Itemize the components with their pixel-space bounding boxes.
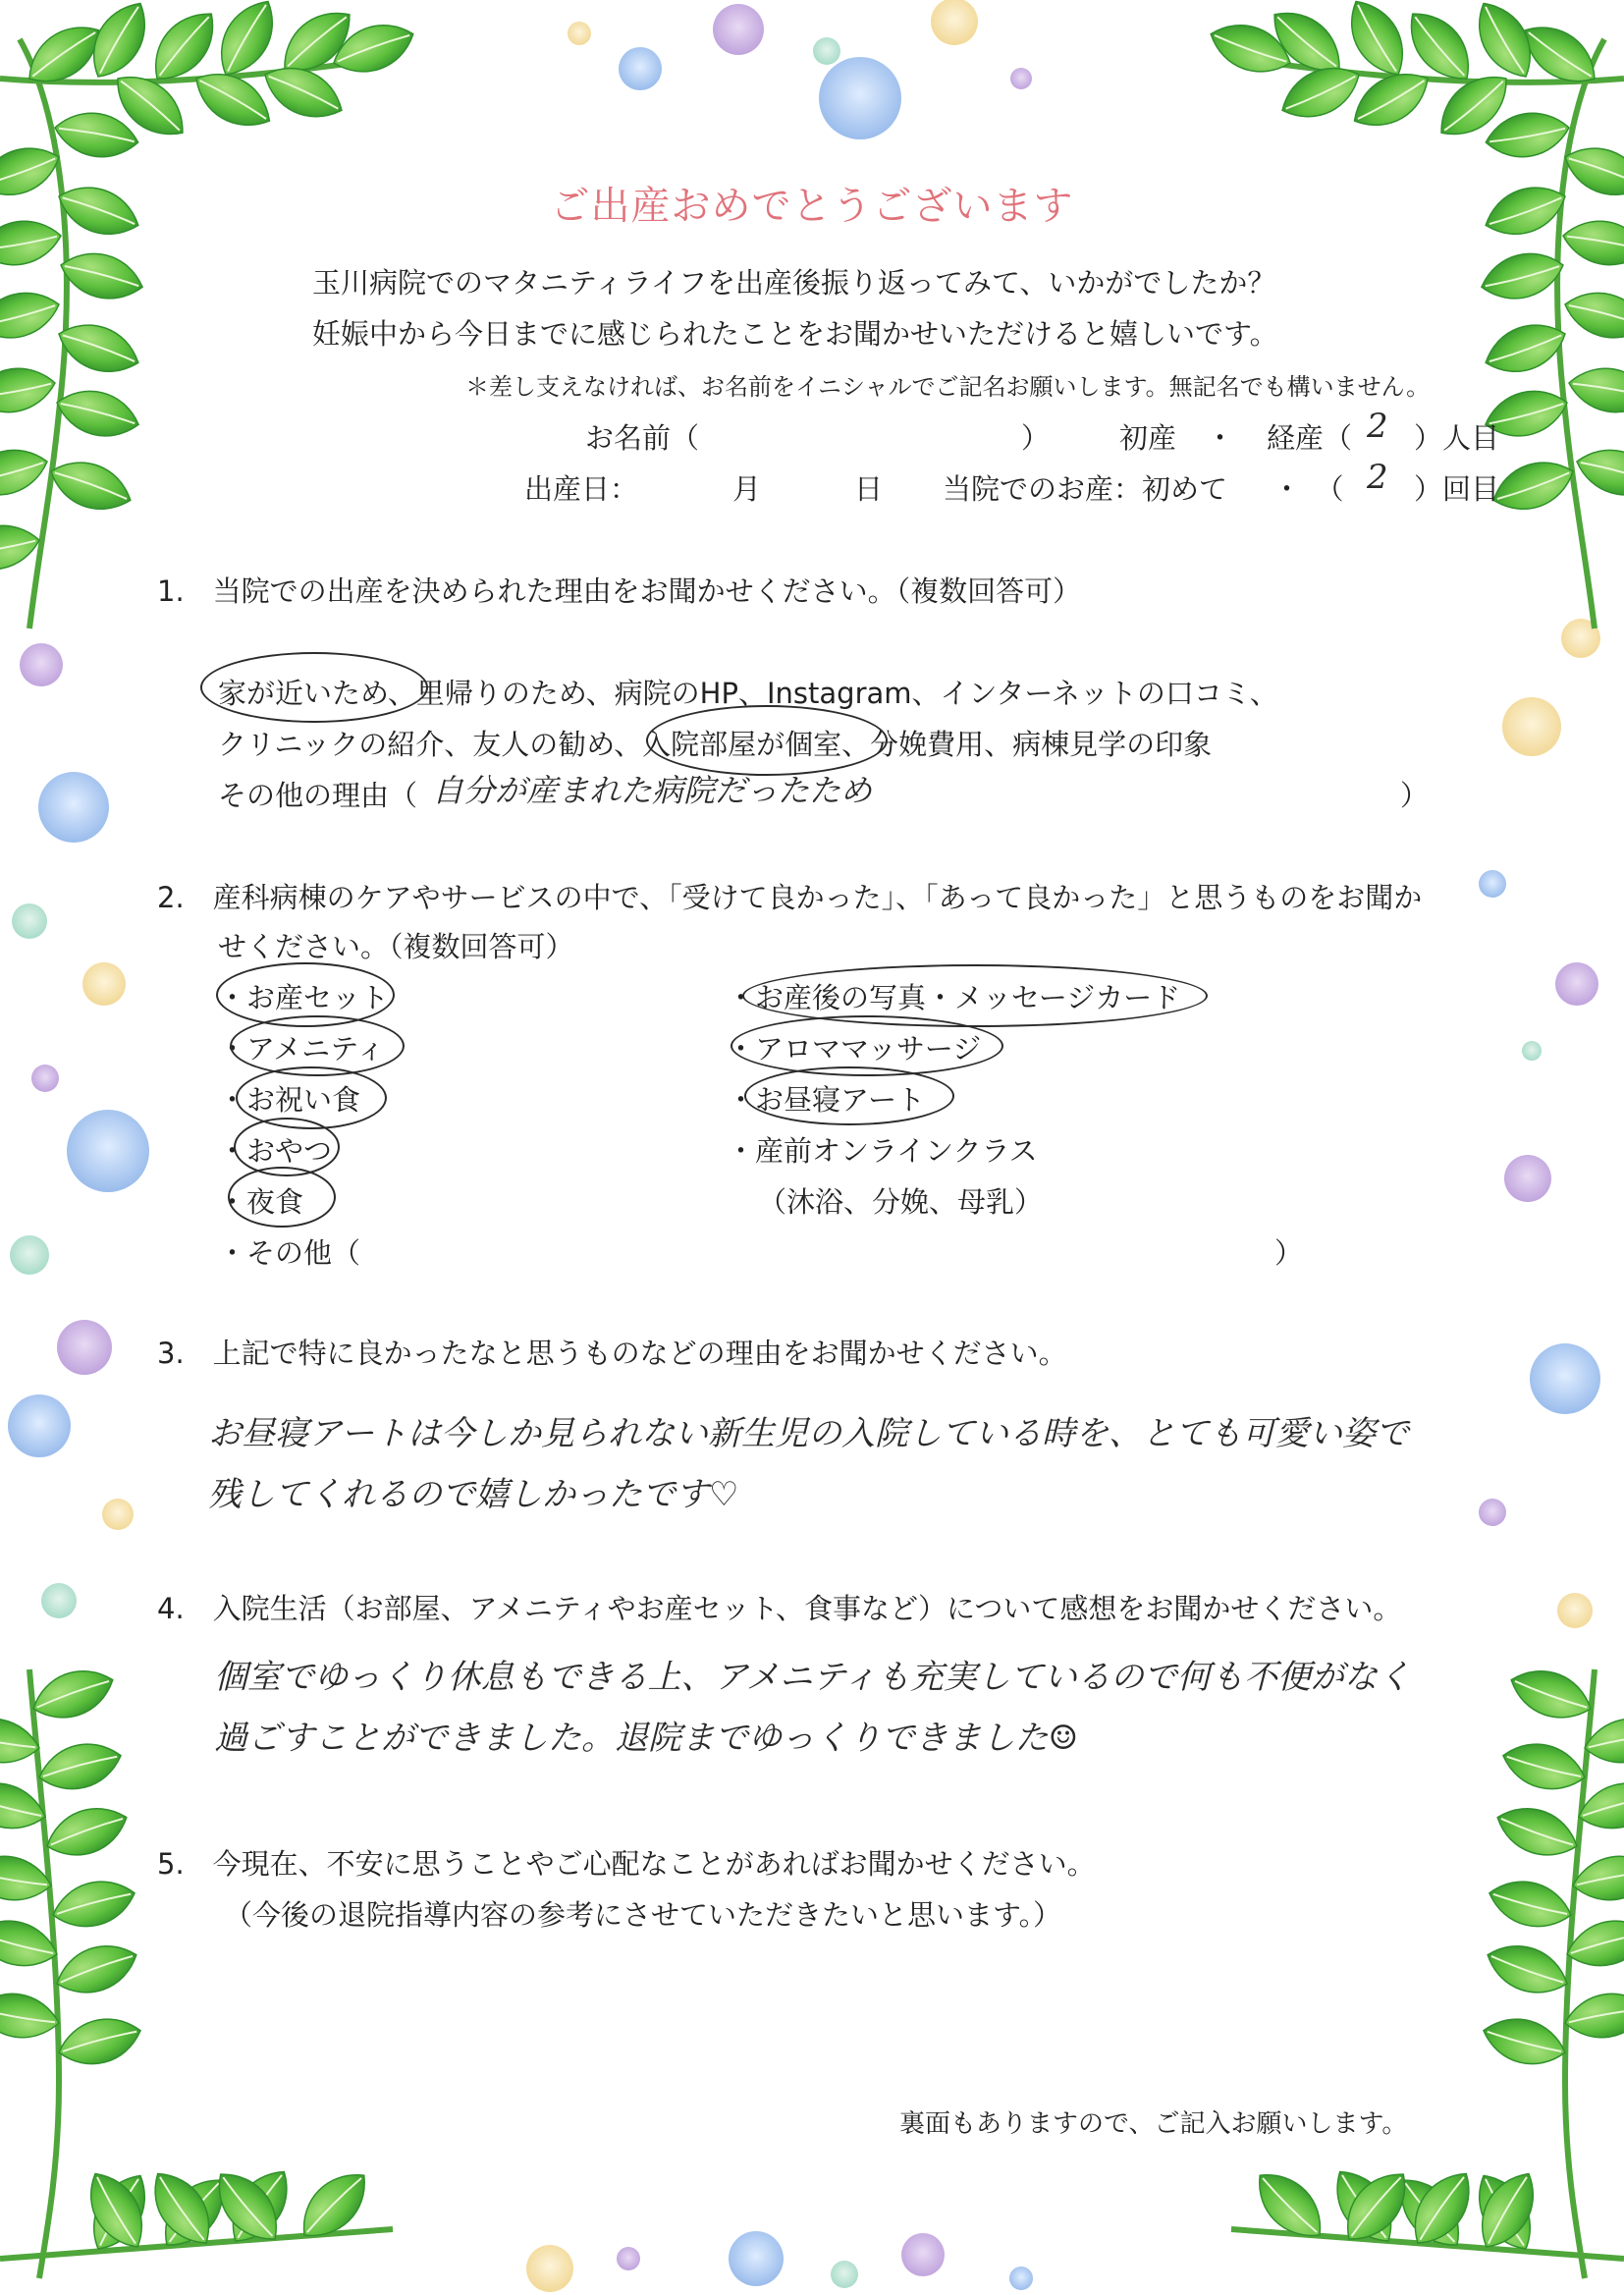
q2-option-online-class[interactable]: ・産前オンラインクラス — [727, 1134, 1038, 1168]
q2-option-celebration-meal[interactable]: ・お祝い食 — [218, 1083, 361, 1117]
q4-answer-line-2[interactable]: 過ごすことができました。退院までゆっくりできました☺ — [214, 1719, 1079, 1758]
name-close: ） — [1021, 421, 1051, 455]
circle-mark-private-room — [646, 705, 888, 776]
footer-note: 裏面もありますので、ご記入お願いします。 — [899, 2109, 1408, 2139]
question-2-title-line-1: 2. 産科病棟のケアやサービスの中で、「受けて良かった」、「あって良かった」と思うものをお聞か — [157, 881, 1423, 914]
q2-option-late-meal[interactable]: ・夜食 — [218, 1185, 304, 1219]
name-label: お名前（ — [585, 421, 700, 455]
first-birth-option[interactable]: 初産 — [1119, 421, 1177, 455]
question-5-title: 5. 今現在、不安に思うことやご心配なことがあればお聞かせください。 — [157, 1847, 1096, 1881]
q3-answer-line-1[interactable]: お昼寝アートは今しか見られない新生児の入院している時を、とても可愛い姿で — [208, 1414, 1409, 1453]
question-2-title-line-2: せください。（複数回答可） — [218, 930, 574, 963]
multi-birth-suffix: ）人目 — [1414, 421, 1500, 455]
question-1-title: 1. 当院での出産を決められた理由をお聞かせください。（複数回答可） — [157, 574, 1082, 608]
hospital-birth-suffix: ）回目 — [1414, 472, 1500, 506]
name-note: ＊差し支えなければ、お名前をイニシャルでご記名お願いします。無記名でも構いません。 — [465, 373, 1431, 401]
q1-other-close: ） — [1400, 779, 1430, 812]
q1-other-label: その他の理由（ — [218, 779, 418, 812]
q2-option-aroma-massage[interactable]: ・アロママッサージ — [727, 1032, 982, 1066]
q2-option-other[interactable]: ・その他（ — [218, 1236, 361, 1270]
q2-option-snack[interactable]: ・おやつ — [218, 1134, 333, 1168]
circle-mark-late-meal — [228, 1167, 336, 1228]
multi-birth-label: 経産（ — [1267, 421, 1353, 455]
q4-answer-line-1[interactable]: 個室でゆっくり休息もできる上、アメニティも充実しているので何も不便がなく — [214, 1658, 1411, 1697]
month-label: 月 — [732, 472, 762, 506]
question-5-subtitle: （今後の退院指導内容の参考にさせていただきたいと思います。） — [224, 1898, 1062, 1932]
circle-mark-near-home — [200, 652, 428, 723]
q1-options-line-1[interactable]: 家が近いため、里帰りのため、病院のHP、Instagram、インターネットの口コミ、 — [218, 677, 1278, 710]
q3-answer-line-2[interactable]: 残してくれるので嬉しかったです♡ — [208, 1475, 739, 1514]
hospital-birth-open: ・ （ — [1272, 472, 1344, 506]
q1-other-answer[interactable]: 自分が産まれた病院だったため — [432, 772, 873, 809]
intro-line-1: 玉川病院でのマタニティライフを出産後振り返ってみて、いかがでしたか？ — [312, 266, 1276, 300]
question-3-title: 3. 上記で特に良かったなと思うものなどの理由をお聞かせください。 — [157, 1337, 1067, 1370]
bottom-right-leaves — [1231, 1660, 1624, 2278]
hospital-birth-label: 当院でのお産：初めて — [943, 472, 1228, 506]
q2-option-photo-card[interactable]: ・お産後の写真・メッセージカード — [727, 981, 1181, 1014]
q2-option-amenity[interactable]: ・アメニティ — [218, 1032, 385, 1066]
day-label: 日 — [854, 472, 884, 506]
circle-mark-celebration-meal — [236, 1066, 387, 1129]
intro-line-2: 妊娠中から今日までに感じられたことをお聞かせいただけると嬉しいです。 — [312, 317, 1278, 351]
separator-dot: ・ — [1206, 421, 1235, 455]
question-4-title: 4. 入院生活（お部屋、アメニティやお産セット、食事など）について感想をお聞かせください。 — [157, 1592, 1402, 1625]
multi-birth-count[interactable]: 2 — [1367, 407, 1388, 446]
q2-option-birth-set[interactable]: ・お産セット — [218, 981, 390, 1014]
page-title: ご出産おめでとうございます — [550, 184, 1074, 229]
circle-mark-nap-art — [744, 1066, 954, 1125]
q1-options-line-2[interactable]: クリニックの紹介、友人の勧め、入院部屋が個室、分娩費用、病棟見学の印象 — [218, 728, 1213, 761]
q2-other-close: ） — [1274, 1236, 1304, 1270]
q2-online-class-detail: （沐浴、分娩、母乳） — [758, 1185, 1044, 1219]
hospital-birth-count[interactable]: 2 — [1367, 458, 1388, 497]
birthday-label: 出産日： — [524, 472, 639, 506]
q2-option-nap-art[interactable]: ・お昼寝アート — [727, 1083, 926, 1117]
